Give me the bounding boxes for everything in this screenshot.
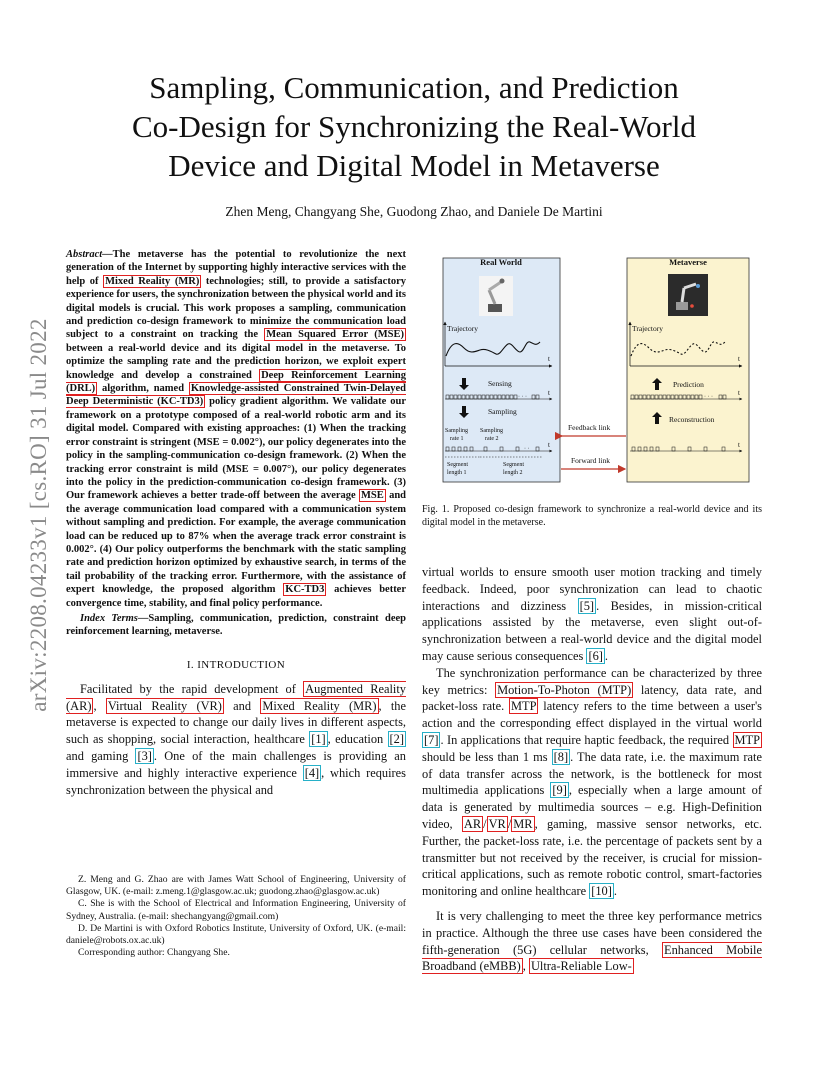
segment-length-2-label: Segment — [503, 462, 524, 468]
figure-1-diagram — [422, 248, 762, 488]
citation-link[interactable]: [10] — [591, 884, 612, 899]
abstract-text: algorithm, named — [97, 383, 189, 395]
body-text: and — [223, 698, 261, 713]
citation-link[interactable]: [7] — [424, 732, 439, 747]
body-text: . In applications that require haptic feedback, the required — [440, 732, 733, 747]
feedback-link-label: Feedback link — [568, 423, 611, 432]
body-text: virtual worlds to ensure smooth user motion tracking and timely feedback. Indeed, poor synchronization can lead to chaotic interactions and dizziness — [422, 565, 762, 613]
sampling-rate-2-label: rate 2 — [485, 436, 499, 442]
citation-link[interactable]: [4] — [304, 765, 320, 780]
acronym-link-urllc[interactable]: Ultra-Reliable Low- — [530, 959, 632, 974]
body-text: and gaming — [66, 748, 136, 763]
ellipsis-mark: · · — [524, 446, 530, 452]
sampling-label: Sampling — [488, 407, 517, 416]
acronym-link-vr[interactable]: Virtual Reality (VR) — [107, 698, 222, 713]
metaverse-label: Metaverse — [669, 257, 707, 267]
body-text: . Besides, in mission-critical applications assisted by the metaverse, even slight out-of-synchronization between a real-world device and the digital model may cause serious consequences — [422, 598, 763, 663]
acronym-link-mr[interactable]: Mixed Reality (MR) — [262, 698, 377, 713]
body-text: . One of the main challenges is providing an immersive and highly interactive experience — [66, 748, 406, 780]
robot-arm-icon — [479, 276, 513, 316]
abstract-label: Abstract — [66, 249, 103, 260]
body-paragraph — [422, 665, 762, 900]
arxiv-stamp — [24, 295, 54, 735]
intro-paragraph — [66, 681, 406, 799]
citation-link[interactable]: [6] — [588, 648, 603, 663]
acronym-link-ar[interactable]: AR — [463, 816, 482, 831]
citation-link[interactable]: [3] — [137, 748, 152, 763]
body-text: , the metaverse is expected to change our daily lives in different aspects, such as shopping, social interaction, healthcare — [66, 698, 406, 747]
citation-link[interactable]: [5] — [579, 598, 595, 613]
axis-t-label: t — [548, 441, 550, 449]
title-line: Device and Digital Model in Metaverse — [168, 148, 660, 183]
section-heading: I. INTRODUCTION — [186, 658, 286, 671]
acronym-link-mse[interactable]: Mean Squared Error (MSE) — [266, 329, 404, 341]
prediction-label: Prediction — [673, 380, 704, 389]
body-text: . The data rate, i.e. the maximum rate of data transfer across the network, is the bottleneck for most multimedia applications — [422, 749, 762, 798]
body-text: / — [483, 816, 487, 831]
sensing-label: Sensing — [488, 379, 512, 388]
abstract-text: —The metaverse has the potential to revolutionize the next generation of the Internet by supporting highly interactive services with the help of — [66, 249, 406, 287]
axis-t-label: t — [738, 441, 740, 449]
body-text: . — [613, 884, 617, 899]
acronym-link-vr[interactable]: VR — [488, 816, 506, 831]
body-paragraph — [422, 908, 762, 975]
body-text: , gaming, massive sensor networks, etc. Further, the packet-loss rate, i.e. the percentage of packets sent by a transmitter but not received by the receiver, is crucial for mission-critical applications, such as remote robotic control, smart-factories monitoring and online healthcare — [422, 816, 762, 899]
axis-t-label: t — [548, 355, 550, 363]
acronym-link-kc-td3-full[interactable]: Knowledge-assisted Constrained Twin-Delayed Deep Deterministic (KC-TD3) — [66, 383, 406, 408]
body-text: / — [507, 816, 512, 831]
index-terms-label: Index Terms — [80, 612, 138, 624]
axis-t-label: t — [548, 389, 550, 397]
segment-length-1-label: length 1 — [447, 470, 467, 476]
body-text: , especially when a large amount of data is generated by multimedia sources – e.g. High-Definition video, — [422, 783, 762, 831]
acronym-link-mtp-full[interactable]: Motion-To-Photon (MTP) — [497, 682, 632, 697]
acronym-link-mr[interactable]: Mixed Reality (MR) — [105, 275, 200, 287]
forward-link-label: Forward link — [571, 456, 610, 465]
abstract-text: achieves better convergence time, stability, and final policy performance. — [66, 584, 407, 609]
sampling-rate-1-label: Sampling — [445, 428, 469, 434]
arxiv-id: arXiv:2208.04233v1 [cs.RO] 31 Jul 2022 — [26, 318, 51, 712]
body-text: latency refers to the time between a user's action and the corresponding effect displayed in the virtual world — [422, 699, 762, 731]
ellipsis-mark: · · · — [518, 394, 527, 400]
body-text: should be less than 1 ms — [422, 749, 552, 764]
axis-t-label: t — [738, 355, 740, 363]
footnote: Z. Meng and G. Zhao are with James Watt School of Engineering, University of Glasgow, UK. (e-mail: z.meng.1@glasgow.ac.uk; guodong.zhao@glasgow.ac.uk) — [66, 874, 406, 898]
real-world-label: Real World — [480, 257, 522, 267]
paper-title — [90, 68, 738, 185]
body-text: It is very challenging to meet the three key performance metrics in practice. Although the three use cases have been considered the fifth-generation (5G) cellular networks, — [422, 908, 762, 957]
acronym-link-mtp[interactable]: MTP — [510, 699, 537, 714]
axis-t-label: t — [738, 389, 740, 397]
body-text: The synchronization performance can be characterized by three key metrics: — [422, 665, 762, 697]
body-text: , education — [327, 732, 388, 747]
right-column — [422, 564, 762, 975]
index-terms-text: —Sampling, communication, prediction, constraint deep reinforcement learning, metaverse. — [66, 612, 406, 638]
abstract — [66, 248, 406, 610]
acronym-link-drl[interactable]: Deep Reinforcement Learning (DRL) — [66, 369, 406, 395]
body-paragraph — [422, 564, 762, 665]
left-column — [66, 248, 406, 798]
sampling-rate-1-label: rate 1 — [450, 436, 464, 442]
citation-link[interactable]: [9] — [552, 783, 567, 798]
title-line: Sampling, Communication, and Prediction — [149, 70, 679, 105]
body-text: latency, data rate, and packet-loss rate. — [422, 682, 762, 714]
acronym-link-embb[interactable]: Enhanced Mobile Broadband (eMBB) — [422, 942, 762, 974]
ellipsis-mark: · · · — [704, 394, 713, 400]
figure-caption: Fig. 1. Proposed co-design framework to synchronize a real-world device and its digital model in the metaverse. — [422, 504, 762, 528]
citation-link[interactable]: [8] — [553, 749, 569, 764]
title-line: Co-Design for Synchronizing the Real-World — [132, 109, 696, 144]
body-text: , — [522, 959, 529, 974]
sampling-rate-2-label: Sampling — [480, 428, 504, 434]
trajectory-label: Trajectory — [632, 324, 663, 333]
author-list: Zhen Meng, Changyang She, Guodong Zhao, and Daniele De Martini — [225, 204, 603, 219]
body-text: , which requires synchronization between the physical and — [66, 765, 406, 797]
reconstruction-label: Reconstruction — [669, 415, 715, 424]
abstract-text: technologies; still, to provide a satisfactory experience for users, the synchronization between the physical world and its digital models is crucial. This work proposes a sampling, communication and prediction co-design framework to minimize the communication load subject to a constraint on tracking the — [66, 275, 406, 341]
index-terms — [66, 612, 406, 639]
citation-link[interactable]: [2] — [389, 732, 404, 747]
body-text: . — [604, 648, 609, 663]
acronym-link-mr[interactable]: MR — [513, 816, 533, 831]
acronym-link-kc-td3[interactable]: KC-TD3 — [285, 584, 325, 596]
digital-robot-icon — [668, 274, 708, 316]
acronym-link-mtp[interactable]: MTP — [734, 732, 760, 747]
abstract-text: and the average communication load compared with a communication system without sampling and prediction. For example, the average communication load can be reduced up to 87% when the average track error constraint is 0.002°. (4) Our policy outperforms the benchmark with the static sampling rate and prediction horizon optimized by exhaustive search, in terms of the tail probability of the tracking error. Furthermore, with the assistance of expert knowledge, the proposed algorithm — [66, 490, 407, 596]
abstract-text: between a real-world device and its digital model in the metaverse. To optimize the sampling rate and the prediction horizon, we exploit expert knowledge and develop a constrained — [66, 342, 406, 381]
footnotes — [66, 874, 406, 959]
body-text: Facilitated by the rapid development of — [80, 681, 304, 696]
abstract-text: policy gradient algorithm. We validate our framework on a prototype composed of a real-world robotic arm and its digital model. Compared with existing approaches: (1) When the tracking error constraint is stringent (MSE = 0.002°), our policy degenerates into the policy in the sampling-communication co-design framework. (2) When the tracking error constraint is mild (MSE = 0.007°), our policy degenerates into the policy in the prediction-communication co-design framework. (3) Our framework achieves a better trade-off between the average — [66, 396, 406, 502]
acronym-link-mse[interactable]: MSE — [361, 490, 384, 502]
footnote: D. De Martini is with Oxford Robotics Institute, University of Oxford, UK. (e-mail: daniele@robots.ox.ac.uk) — [66, 922, 406, 947]
body-text: , — [93, 698, 106, 713]
trajectory-label: Trajectory — [447, 324, 478, 333]
footnote: C. She is with the School of Electrical and Information Engineering, University of Sydney, Australia. (e-mail: shechangyang@gmail.com) — [66, 898, 406, 922]
segment-length-2-label: length 2 — [503, 470, 523, 476]
segment-length-1-label: Segment — [447, 462, 468, 468]
citation-link[interactable]: [1] — [311, 732, 326, 747]
acronym-link-ar[interactable]: Augmented Reality (AR) — [66, 681, 406, 713]
footnote: Corresponding author: Changyang She. — [78, 947, 230, 959]
